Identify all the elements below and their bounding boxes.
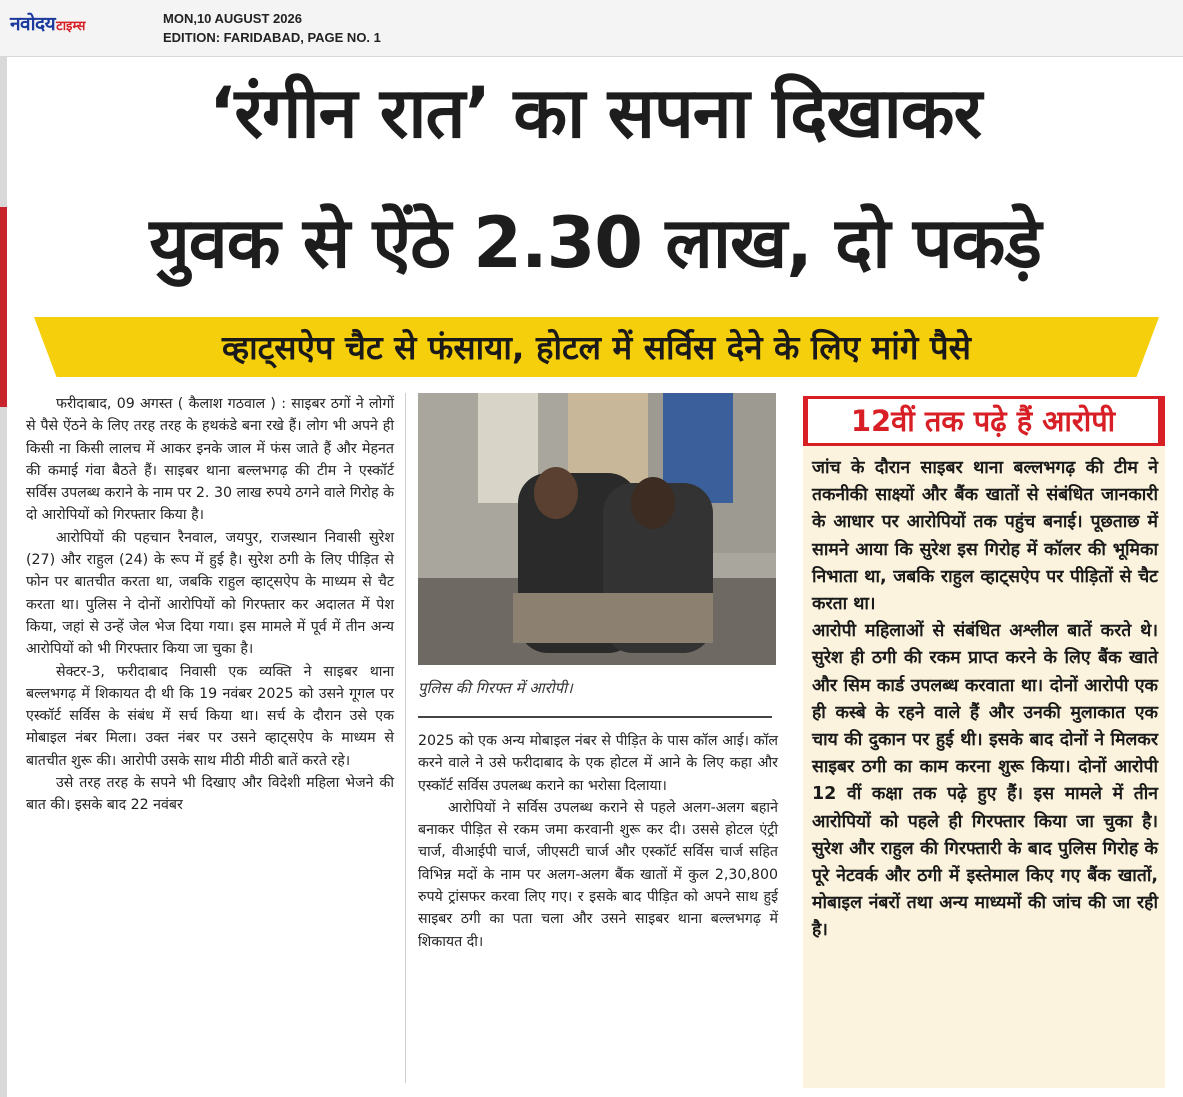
sidebar-body xyxy=(812,455,1158,945)
paragraph: आरोपियों की पहचान रैनवाल, जयपुर, राजस्थान निवासी सुरेश (27) और राहुल (24) के रूप में हुई है। सुरेश ठगी के लिए पीड़ित से फोन पर बातचीत करता था, जबकि राहुल व्हाट्सऐप के माध्यम से चैट करता था। पुलिस ने दोनों आरोपियों को गिरफ्तार कर अदालत में पेश किया, जहां से उन्हें जेल भेज दिया गया। इस मामले में पूर्व में तीन अन्य आरोपियों को भी गिरफ्तार किया जा चुका है। xyxy=(26,529,394,658)
paragraph: सेक्टर-3, फरीदाबाद निवासी एक व्यक्ति ने साइबर थाना बल्लभगढ़ में शिकायत दी थी कि 19 नवंबर 2025 को उसने गूगल पर एस्कॉर्ट सर्विस के संबंध में सर्च किया था। सर्च के दौरान उसे एक मोबाइल नंबर मिला। उक्त नंबर पर उसने व्हाट्सऐप के माध्यम से बातचीत शुरू की। आरोपी उसके साथ मीठी मीठी बातें करते रहे। xyxy=(26,663,394,769)
article-column-1 xyxy=(26,393,394,817)
page-header xyxy=(0,0,1183,57)
headline-line-1: ‘रंगीन रात’ का सपना दिखाकर xyxy=(208,72,982,154)
dateline xyxy=(163,9,381,47)
sidebar-paragraph: आरोपी महिलाओं से संबंधित अश्लील बातें करते थे। सुरेश ही ठगी की रकम प्राप्त करने के लिए बैंक खाते और सिम कार्ड उपलब्ध करवाता था। दोनों आरोपी एक ही कस्बे के रहने वाले हैं और उनकी मुलाकात एक चाय की दुकान पर हुई थी। इसके बाद दोनों ने मिलकर साइबर ठगी का काम करना शुरू किया। दोनों आरोपी 12 वीं कक्षा तक पढ़े हुए हैं। इस मामले में तीन आरोपियों को पहले ही गिरफ्तार किया जा चुका है। सुरेश और राहुल की गिरफ्तारी के बाद पुलिस गिरोह के पूरे नेटवर्क और ठगी में इस्तेमाल किए गए बैंक खातों, मोबाइल नंबरों तथा अन्य माध्यमों की जांच की जा रही है। xyxy=(812,621,1158,941)
sidebar-paragraph: जांच के दौरान साइबर थाना बल्लभगढ़ की टीम ने तकनीकी साक्ष्यों और बैंक खातों से संबंधित जानकारी के आधार पर आरोपियों तक पहुंच बनाई। पूछताछ में सामने आया कि सुरेश इस गिरोह में कॉलर की भूमिका निभाता था, जबकि राहुल व्हाट्सऐप पर पीड़ितों से चैट करता था। xyxy=(812,458,1158,615)
sidebar-heading: 12वीं तक पढ़े हैं आरोपी xyxy=(808,399,1158,443)
paragraph: उसे तरह तरह के सपने भी दिखाए और विदेशी महिला भेजने की बात की। इसके बाद 22 नवंबर xyxy=(26,775,394,814)
headline-line-2: युवक से ऐंठे 2.30 लाख, दो पकड़े xyxy=(149,202,1041,284)
caption-rule xyxy=(418,716,772,718)
logo-main-text: नवोदय xyxy=(10,13,56,35)
paragraph: फरीदाबाद, 09 अगस्त ( कैलाश गठवाल ) : साइबर ठगों ने लोगों से पैसे ऐंठने के लिए तरह तरह के हथकंडे बना रखे हैं। लोग भी अपने ही किसी ना किसी लालच में आकर इनके जाल में फंस जाते हैं और मेहनत की कमाई गंवा बैठते हैं। साइबर थाना बल्लभगढ़ की टीम ने एस्कॉर्ट सर्विस उपलब्ध कराने के नाम पर 2. 30 लाख रुपये ठगने वाले गिरोह के दो आरोपियों को गिरफ्तार किया है। xyxy=(26,396,394,524)
issue-date: MON,10 AUGUST 2026 xyxy=(163,11,302,26)
logo-sub-text: टाइम्स xyxy=(56,19,86,34)
photo-illustration xyxy=(418,393,776,665)
photo-caption: पुलिस की गिरफ्त में आरोपी। xyxy=(418,679,573,697)
subheadline: व्हाट्सऐप चैट से फंसाया, होटल में सर्विस देने के लिए मांगे पैसे xyxy=(222,328,971,367)
column-divider xyxy=(405,393,406,1083)
news-photo xyxy=(418,393,776,665)
newspaper-logo xyxy=(10,10,85,34)
left-edge-strip xyxy=(0,57,9,1097)
article-column-2 xyxy=(418,730,778,953)
paragraph: 2025 को एक अन्य मोबाइल नंबर से पीड़ित के पास कॉल आई। कॉल करने वाले ने उसे फरीदाबाद के एक होटल में आने के लिए कहा और एस्कॉर्ट सर्विस उपलब्ध कराने का भरोसा दिलाया। xyxy=(418,733,778,794)
paragraph: आरोपियों ने सर्विस उपलब्ध कराने से पहले अलग-अलग बहाने बनाकर पीड़ित से रकम जमा करवानी शुरू कर दी। उससे होटल एंट्री चार्ज, वीआईपी चार्ज, जीएसटी चार्ज और एस्कॉर्ट सर्विस चार्ज सहित विभिन्न मदों के नाम पर अलग-अलग बैंक खातों में कुल 2,30,800 रुपये ट्रांसफर करवा लिए गए। र इसके बाद पीड़ित को अपने साथ हुई साइबर ठगी का पता चला और उसने साइबर थाना बल्लभगढ़ में शिकायत दी। xyxy=(418,799,778,950)
left-edge-red-mark xyxy=(0,207,7,407)
left-edge-gap xyxy=(7,57,9,1097)
edition-info: EDITION: FARIDABAD, PAGE NO. 1 xyxy=(163,30,381,45)
